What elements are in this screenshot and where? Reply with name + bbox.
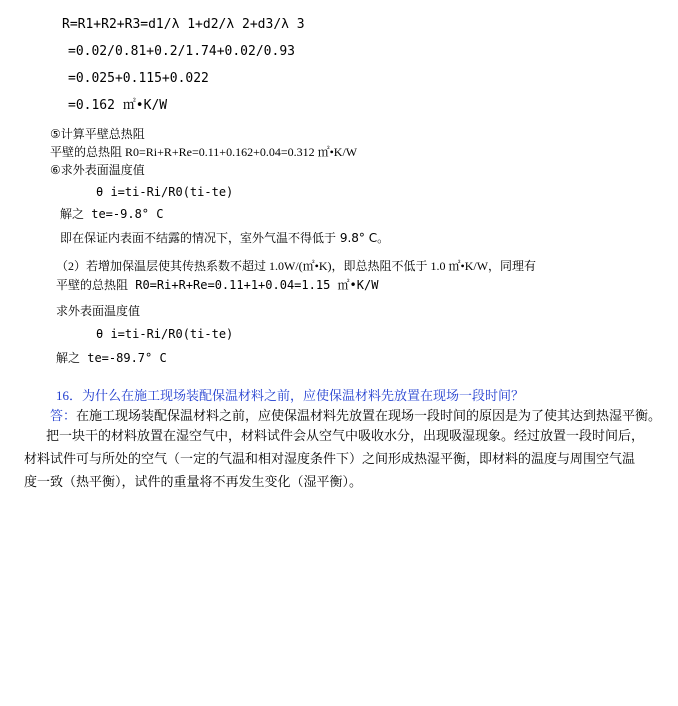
part2-title: 求外表面温度值: [56, 304, 141, 318]
formula-line-2: =0.02/0.81+0.2/1.74+0.02/0.93: [68, 44, 295, 59]
part2-intro: （2）若增加保温层使其传热系数不超过 1.0W/(㎡•K)，即总热阻不低于 1.0 ㎡•K/W，同理有: [56, 259, 537, 273]
step5-text: 平壁的总热阻 R0=Ri+R+Re=0.11+0.162+0.04=0.312 ㎡•K/W: [50, 145, 358, 159]
step6-title: ⑥求外表面温度值: [50, 163, 145, 177]
step6-conclusion: 即在保证内表面不结露的情况下，室外气温不得低于 9.8° C。: [60, 231, 390, 245]
formula-line-3: =0.025+0.115+0.022: [68, 71, 209, 86]
step6-solution: 解之 te=-9.8° C: [60, 207, 164, 221]
formula-line-4: =0.162 ㎡•K/W: [68, 98, 168, 113]
part2-solution: 解之 te=-89.7° C: [56, 351, 167, 365]
part2-resistance: 平壁的总热阻 R0=Ri+R+Re=0.11+1+0.04=1.15 ㎡•K/W: [56, 278, 379, 292]
formula-line-1: R=R1+R2+R3=d1/λ 1+d2/λ 2+d3/λ 3: [62, 17, 305, 32]
q16-answer-first: 在施工现场装配保温材料之前，应使保温材料先放置在现场一段时间的原因是为了使其达到热湿平衡。: [76, 409, 662, 424]
step5-title: ⑤计算平壁总热阻: [50, 127, 145, 141]
q16-answer-first-line: [50, 410, 661, 423]
part2-formula: θ i=ti-Ri/R0(ti-te): [96, 327, 234, 341]
q16-question: 16．为什么在施工现场装配保温材料之前，应使保温材料先放置在现场一段时间？: [56, 388, 525, 403]
q16-answer-label: 答：: [50, 409, 77, 424]
q16-answer-body: 把一块干的材料放置在湿空气中，材料试件会从空气中吸收水分，出现吸湿现象。经过放置一段时间后，材料试件可与所处的空气（一定的气温和相对湿度条件下）之间形成热湿平衡，即材料的温度与周围空气温度一致（热平衡），试件的重量将不再发生变化（湿平衡）。: [24, 429, 645, 490]
step6-formula: θ i=ti-Ri/R0(ti-te): [96, 185, 234, 199]
